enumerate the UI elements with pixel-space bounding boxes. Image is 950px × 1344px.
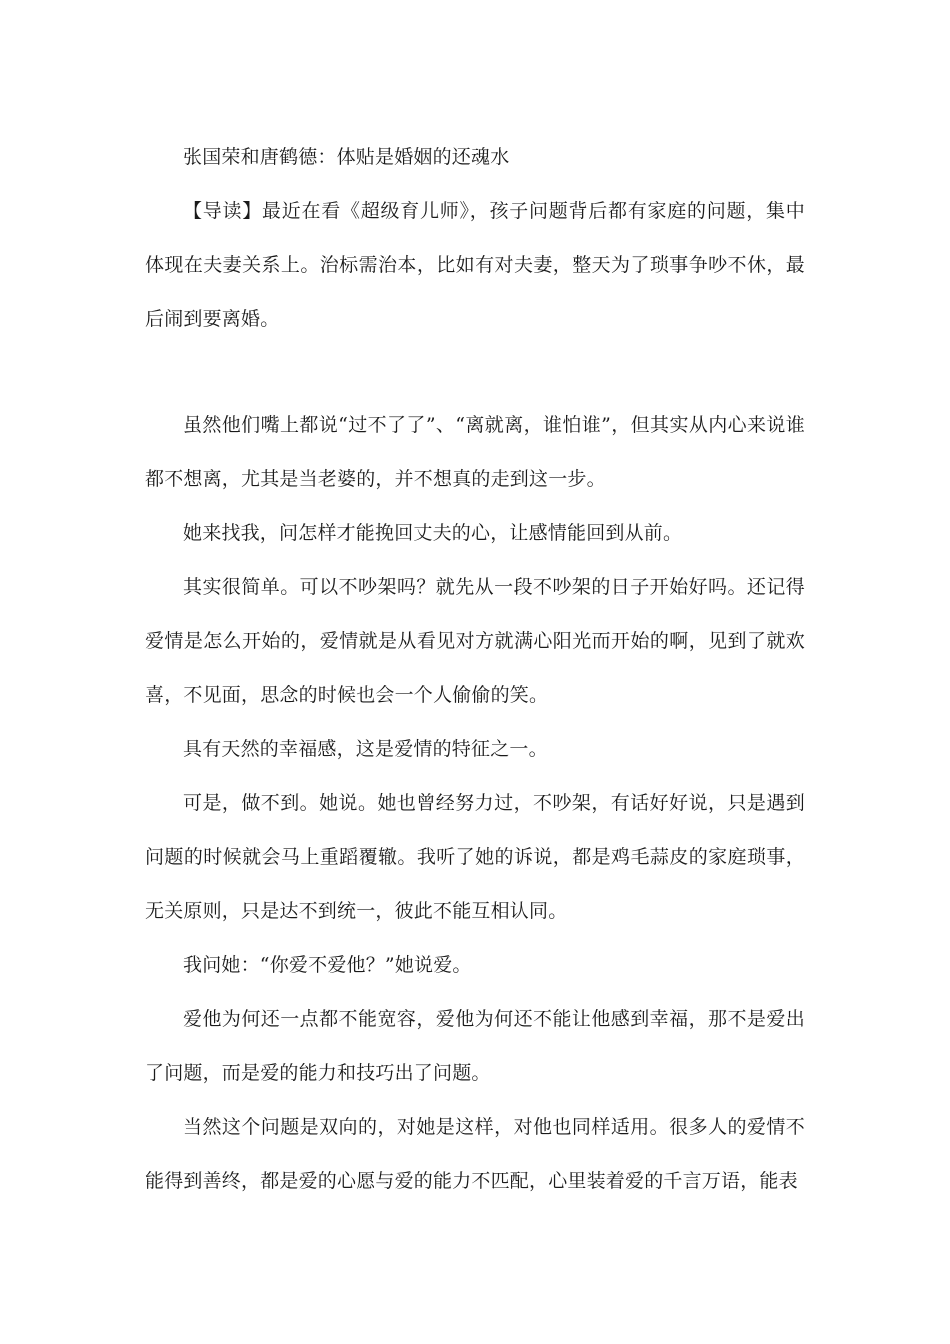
article-title: 张国荣和唐鹤德：体贴是婚姻的还魂水 — [183, 146, 510, 168]
paragraph-gap — [145, 346, 805, 398]
paragraph: 她来找我，问怎样才能挽回丈夫的心，让感情能回到从前。 — [183, 522, 683, 544]
paragraph: 可是，做不到。她说。她也曾经努力过，不吵架，有话好好说，只是遇到问题的时候就会马上重蹈覆辙。我听了她的诉说，都是鸡毛蒜皮的家庭琐事，无关原则，只是达不到统一，彼此不能互相认同。 — [145, 792, 805, 922]
paragraph: 虽然他们嘴上都说“过不了了”、“离就离，谁怕谁”，但其实从内心来说谁都不想离，尤其是当老婆的，并不想真的走到这一步。 — [145, 414, 805, 490]
paragraph: 爱他为何还一点都不能宽容，爱他为何还不能让他感到幸福，那不是爱出了问题，而是爱的能力和技巧出了问题。 — [145, 1008, 805, 1084]
paragraph: 具有天然的幸福感，这是爱情的特征之一。 — [183, 738, 548, 760]
document-body — [145, 130, 805, 1208]
paragraph: 其实很简单。可以不吵架吗？就先从一段不吵架的日子开始好吗。还记得爱情是怎么开始的，爱情就是从看见对方就满心阳光而开始的啊，见到了就欢喜，不见面，思念的时候也会一个人偷偷的笑。 — [145, 576, 805, 706]
paragraph: 我问她：“你爱不爱他？”她说爱。 — [183, 954, 472, 976]
paragraph: 当然这个问题是双向的，对她是这样，对他也同样适用。很多人的爱情不能得到善终，都是爱的心愿与爱的能力不匹配，心里装着爱的千言万语，能表 — [145, 1116, 805, 1192]
intro-paragraph: 【导读】最近在看《超级育儿师》，孩子问题背后都有家庭的问题，集中体现在夫妻关系上。治标需治本，比如有对夫妻，整天为了琐事争吵不休，最后闹到要离婚。 — [145, 200, 805, 330]
